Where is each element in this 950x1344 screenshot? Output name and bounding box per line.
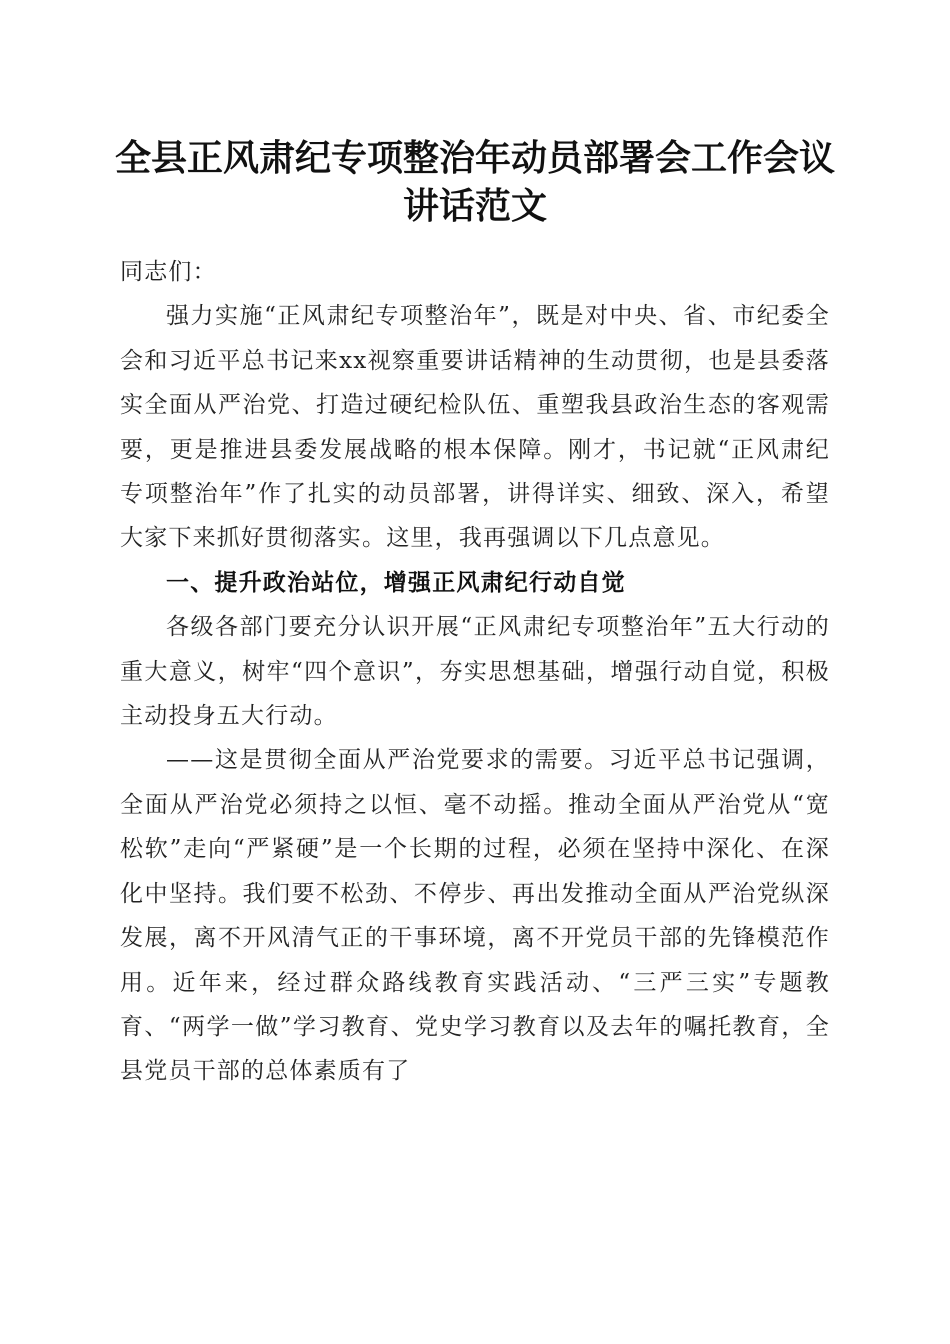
section-1-paragraph-1: 各级各部门要充分认识开展“正风肃纪专项整治年”五大行动的重大意义，树牢“四个意识”，夯实思想基础，增强行动自觉，积极主动投身五大行动。 [120, 614, 830, 730]
document-title-line-1: 全县正风肃纪专项整治年动员部署会工作会议 [114, 137, 835, 179]
intro-paragraph: 强力实施“正风肃纪专项整治年”，既是对中央、省、市纪委全会和习近平总书记来xx视察重要讲话精神的生动贯彻，也是县委落实全面从严治党、打造过硬纪检队伍、重塑我县政治生态的客观需要，更是推进县委发展战略的根本保障。刚才，书记就“正风肃纪专项整治年”作了扎实的动员部署，讲得详实、细致、深入，希望大家下来抓好贯彻落实。这里，我再强调以下几点意见。 [120, 303, 830, 552]
salutation: 同志们： [120, 259, 217, 285]
document-body [120, 250, 830, 1094]
section-heading-1: 一、提升政治站位，增强正风肃纪行动自觉 [166, 569, 626, 596]
section-1-paragraph-2: ——这是贯彻全面从严治党要求的需要。习近平总书记强调，全面从严治党必须持之以恒、毫不动摇。推动全面从严治党从“宽松软”走向“严紧硬”是一个长期的过程，必须在坚持中深化、在深化中坚持。我们要不松劲、不停步、再出发推动全面从严治党纵深发展，离不开风清气正的干事环境，离不开党员干部的先锋模范作用。近年来，经过群众路线教育实践活动、“三严三实”专题教育、“两学一做”学习教育、党史学习教育以及去年的嘱托教育，全县党员干部的总体素质有了 [120, 747, 830, 1085]
document-title-line-2: 讲话范文 [402, 185, 547, 227]
